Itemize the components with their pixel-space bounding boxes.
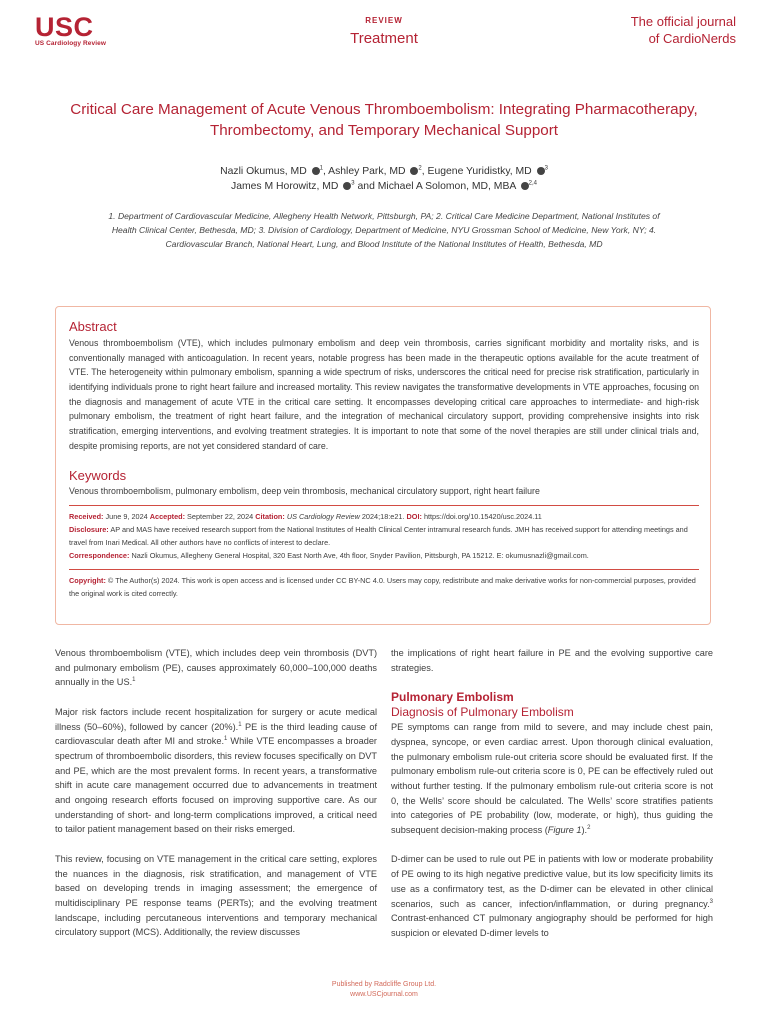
paragraph [391,852,713,940]
orcid-icon[interactable] [537,167,545,175]
section-title: Treatment [350,30,418,47]
paragraph-text: While VTE encompasses a broader spectrum of thromboembolic disorders, this review focuses specifically on DVT and PE, which are the most prevalent forms. In recent years, a transformative shift in acute care management occurred due to advancements in treatment and ongoing research efforts focused on improving supportive care. As our understanding of short- and long-term complications improved, a critical need to tailor patient management based on their risks emerged. [55,736,377,835]
article-meta [69,510,699,562]
author-text: , Ashley Park, MD [322,166,409,177]
logo-text: USC [35,12,94,42]
figure-link[interactable]: Figure 1 [547,825,582,836]
page-footer [0,980,768,1000]
abstract-heading: Abstract [69,319,117,334]
page-header [0,0,768,56]
paragraph: the implications of right heart failure in PE and the evolving supportive care strategies. [391,648,713,673]
accepted-label: Accepted: [149,512,186,522]
disclosure-line [69,523,699,549]
correspondence-line [69,549,699,562]
affil-ref: 1 [319,165,323,172]
keywords-text: Venous thromboembolism, pulmonary embolism, deep vein thrombosis, mechanical circulatory support, right heart failure [69,486,540,497]
paragraph [55,646,377,690]
journal-tagline-line2: of CardioNerds [648,30,736,46]
paragraph-text: Venous thromboembolism (VTE), which includes deep vein thrombosis (DVT) and pulmonary embolism (PE), causes approximately 60,000–100,000 deaths annually in the US. [55,648,377,688]
citation-label: Citation: [255,512,285,522]
affil-ref: 2 [418,165,422,172]
author-text: James M Horowitz, MD [231,180,342,192]
paragraph-text: PE is the third leading cause of cardiovascular death after MI and stroke. [55,721,378,747]
paragraph-text: Major risk factors include recent hospitalization for surgery or acute medical illness (50–60%), followed by cancer (20%). [55,706,377,732]
logo-subtitle: US Cardiology Review [35,40,106,47]
journal-tagline-line1: The official journal [630,14,736,29]
author-text: and Michael A Solomon, MD, MBA [354,180,519,192]
body-column-left [55,646,377,955]
affiliations: 1. Department of Cardiovascular Medicine, Allegheny Health Network, Pittsburgh, PA; 2. Critical Care Medicine Department, National Institutes of Health Clinical Center, Bethesda, MD; 3. Division of Cardiology, Department of Medicine, NYU Grossman School of Medicine, New York, NY; 4. Cardiovascular Branch, National Heart, Lung, and Blood Institute of the National Institutes of Health, Bethesda, MD [108,211,660,249]
dates-citation-line [69,510,699,523]
publisher-line: Published by Radcliffe Group Ltd. [331,981,437,988]
copyright-text: © The Author(s) 2024. This work is open access and is licensed under CC BY-NC 4.0. Users may copy, redistribute and make derivative works for non-commercial purposes, provided the original work is cited correctly. [69,576,696,599]
paragraph-text: Contrast-enhanced CT pulmonary angiography should be performed for high suspicion or elevated D-dimer levels to [391,913,713,938]
copyright-label: Copyright: [69,576,106,586]
correspondence-text: Nazli Okumus, Allegheny General Hospital, 320 East North Ave, 4th floor, Snyder Pavilion, Pittsburgh, PA 15212. E: okumusnazli@gmail.com. [129,551,589,561]
abstract-text: Venous thromboembolism (VTE), which includes pulmonary embolism and deep vein thrombosis, carries significant morbidity and mortality risks, and is conventionally managed with anticoagulation. In recent years, notable progress has been made in the therapeutic options available for the acute treatment of VTE. The heterogeneity within pulmonary embolism, spanning a wide spectrum of risks, underscores the critical need for precise risk stratification, particularly in identifying individuals prone to right heart failure and increased mortality. This review navigates the transformative developments in VTE approaches, focusing on the diagnosis and management of acute VTE in the critical care setting. It encompasses developing critical care approaches to intermediate- and high-risk pulmonary embolism, the treatment of right heart failure, and the integration of mechanical circulatory support, providing comprehensive insights into risk stratification, emerging interventions, and evolving treatment strategies. It is important to note that some of the novel therapies are still under clinical trials and, despite promising reports, are not yet considered standard of care. [69,338,699,451]
divider [69,569,699,570]
correspondence-label: Correspondence: [69,551,130,561]
citation-ref[interactable]: 1 [132,677,136,684]
citation-ref[interactable]: 1 [238,721,242,728]
journal-tagline [556,14,736,47]
citation-detail: 2024;18:e21. [359,512,407,522]
section-heading: Pulmonary Embolism [391,690,514,705]
citation-ref[interactable]: 3 [709,898,713,905]
author-text: Nazli Okumus, MD [220,166,310,177]
section-kicker: REVIEW [365,16,403,25]
subsection-heading: Diagnosis of Pulmonary Embolism [391,705,574,720]
body-column-right [391,646,713,955]
paragraph [391,720,713,838]
paragraph-text: PE symptoms can range from mild to severe, and may include chest pain, dyspnea, syncope, or even cardiac arrest. Upon thorough clinical evaluation, the pulmonary embolism rule-out criteria score should be evaluated first. If the pulmonary embolism rule-out criteria score is 0, PE can be effectively ruled out without further testing. If the pulmonary embolism rule-out criteria score is not 0, the Wells’ score should be calculated. The Wells’ score stratifies patients into categories of PE probability (low, moderate, or high), thus guiding the subsequent decision-making process ( [391,722,713,836]
disclosure-text: AP and MAS have received research support from the National Institutes of Health Clinical Center intramural research funds. JMH has received support for attending meetings and travel from Inari Medical. All other authors have no conflicts of interest to declare. [69,525,688,548]
article-title: Critical Care Management of Acute Venous Thromboembolism: Integrating Pharmacotherapy, Thrombectomy, and Temporary Mechanical Support [70,101,698,139]
affil-ref: 3 [351,180,355,187]
affil-ref: 3 [544,165,548,172]
paragraph-text: D-dimer can be used to rule out PE in patients with low or moderate probability of PE owing to its high negative predictive value, but its low specificity limits its use as a confirmatory test, as the D-dimer can be elevated in other clinical scenarios, such as cancer, infection/inflammation, or during pregnancy. [391,854,713,909]
author-list [100,165,668,194]
abstract-box [55,306,711,625]
disclosure-label: Disclosure: [69,525,109,535]
received-date: June 9, 2024 [103,512,150,522]
citation-journal: US Cardiology Review [284,512,360,522]
citation-ref[interactable]: 1 [224,736,228,743]
paragraph-text: ). [581,825,588,836]
divider [69,505,699,506]
doi-label: DOI: [406,512,422,522]
journal-url[interactable]: www.USCjournal.com [350,991,418,998]
accepted-date: September 22, 2024 [185,512,256,522]
author-text: , Eugene Yuridistky, MD [421,166,535,177]
copyright-line [69,574,699,600]
orcid-icon[interactable] [312,167,320,175]
paragraph: This review, focusing on VTE management in the critical care setting, explores the nuances in the diagnosis, risk stratification, and management of VTE based on developing trends in imaging assessment; the emergence of multidisciplinary PE response teams (PERTs); and the evolving treatment landscape, including percutaneous interventions and temporary mechanical circulatory support (MCS). Additionally, the review discusses [55,853,377,938]
orcid-icon[interactable] [521,182,529,190]
doi-link[interactable]: https://doi.org/10.15420/usc.2024.11 [421,512,542,522]
affil-ref: 2,4 [528,180,537,187]
citation-ref[interactable]: 2 [587,824,591,831]
keywords-heading: Keywords [69,468,127,484]
paragraph [55,705,377,837]
received-label: Received: [69,512,104,522]
